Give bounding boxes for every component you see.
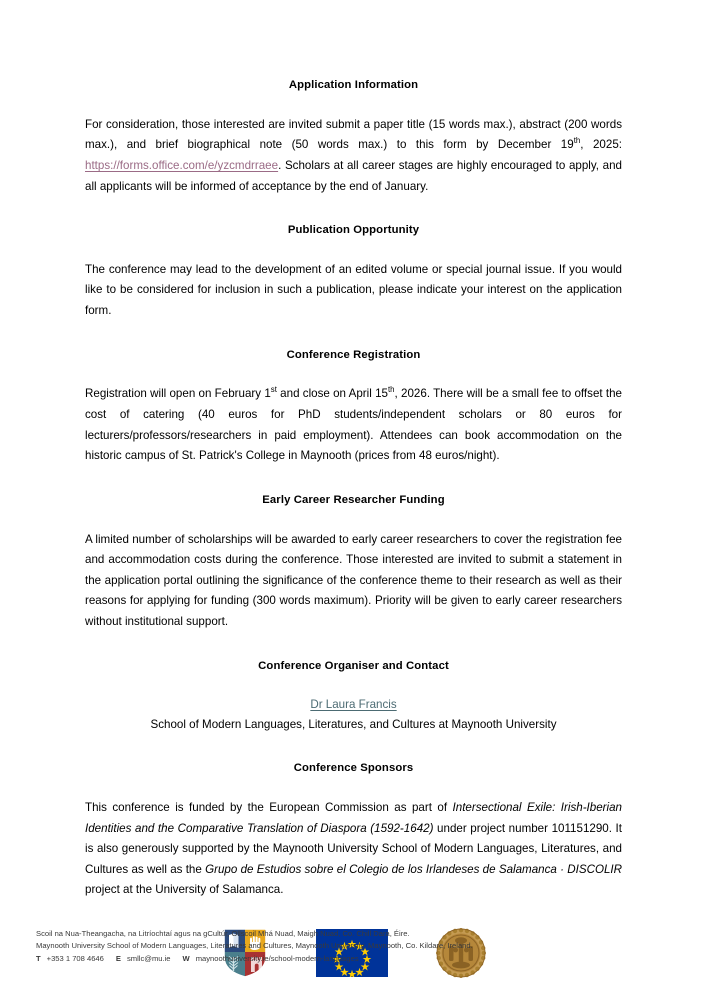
footer-address-english: Maynooth University School of Modern Languages, Literatures and Cultures, Maynooth University, Maynooth, Co. Kildare, Ireland. (36, 941, 473, 951)
spacer (85, 93, 622, 115)
registration-text-part3: , 2026. There will be a small fee to offset the cost of catering (40 euros for PhD students/independent scholars or 80 euros for lecturers/professors/researchers in paid employment). Attendees can book accommodation on the historic campus of St. Patrick's College in Maynooth (prices from 48 euros/night). (85, 387, 622, 463)
footer-email-label: E (115, 953, 121, 963)
footer-web-label: W (182, 953, 190, 963)
organiser-email-link[interactable]: Dr Laura Francis (310, 698, 397, 712)
footer-email-value[interactable]: smllc@mu.ie (126, 953, 171, 963)
registration-text-part2: and close on April 15 (276, 387, 388, 401)
page-footer (36, 928, 676, 965)
footer-phone-value: +353 1 708 4646 (46, 953, 104, 963)
application-form-link[interactable]: https://forms.office.com/e/yzcmdrraee (85, 158, 279, 172)
footer-contact-line (36, 953, 676, 965)
spacer (85, 322, 622, 348)
spacer (85, 238, 622, 260)
paragraph-conference-registration (85, 384, 622, 467)
ordinal-suffix-april: th (387, 385, 395, 395)
paragraph-conference-sponsors (85, 798, 622, 901)
registration-text-part1: Registration will open on February 1 (85, 387, 271, 401)
spacer (85, 467, 622, 493)
sponsors-text-part3: project at the University of Salamanca. (85, 883, 284, 897)
sponsors-text-part1: This conference is funded by the European Commission as part of (85, 800, 453, 814)
document-content (85, 78, 622, 979)
spacer (85, 362, 622, 384)
heading-conference-registration: Conference Registration (286, 348, 421, 361)
heading-early-career-researcher-funding: Early Career Researcher Funding (262, 493, 445, 506)
heading-conference-sponsors: Conference Sponsors (293, 762, 414, 775)
organiser-name-line (85, 695, 622, 715)
footer-web-value[interactable]: maynoothuniversity.ie/school-modern-languages (195, 953, 359, 963)
spacer (85, 633, 622, 659)
spacer (85, 776, 622, 798)
heading-application-information: Application Information (288, 79, 419, 91)
footer-address-irish: Scoil na Nua-Theangacha, na Litríochtaí agus na gCultúr, Ollscoil Mhá Nuad, Maigh Nuad, Co. Chill Dara, Éire. (36, 929, 410, 938)
application-info-text-pre-link: For consideration, those interested are invited submit a paper title (15 words max.), abstract (200 words max.), and brief biographical note (50 words max.) to this form by December 19 (85, 117, 622, 152)
paragraph-early-career-researcher-funding: A limited number of scholarships will be awarded to early career researchers to cover the registration fee and accommodation costs during the conference. Those interested are invited to submit a statement in the application portal outlining the significance of the conference theme to their research as well as their reasons for applying for funding (300 words maximum). Priority will be given to early career researchers without institutional support. (85, 532, 622, 629)
spacer (85, 735, 622, 761)
spacer (85, 508, 622, 530)
organiser-affiliation: School of Modern Languages, Literatures, and Cultures at Maynooth University (150, 718, 557, 732)
heading-publication-opportunity: Publication Opportunity (287, 224, 420, 237)
spacer (85, 197, 622, 223)
project-title-intersectional-exile: Intersectional Exile: Irish-Iberian Identities and the Comparative Translation of Diaspora (1592-1642) (85, 800, 622, 835)
application-info-text-mid: , 2025: (580, 138, 622, 152)
project-title-discolir: Grupo de Estudios sobre el Colegio de los Irlandeses de Salamanca · DISCOLIR (205, 862, 622, 876)
ordinal-suffix-february: st (270, 385, 277, 395)
ordinal-suffix-december: th (573, 136, 581, 146)
application-info-text-post-link: . Scholars at all career stages are highly encouraged to apply, and all applicants will be informed of acceptance by the end of January. (85, 158, 622, 193)
footer-phone-label: T (36, 953, 41, 963)
spacer (85, 673, 622, 695)
heading-conference-organiser-and-contact: Conference Organiser and Contact (258, 659, 449, 672)
paragraph-application-information (85, 115, 622, 198)
sponsors-text-part2: under project number 101151290. It is also generously supported by the Maynooth University School of Modern Languages, Literatures, and Cultures as well as the (85, 821, 623, 876)
paragraph-publication-opportunity: The conference may lead to the development of an edited volume or special journal issue. If you would like to be considered for inclusion in such a publication, please indicate your interest on the application form. (85, 262, 622, 318)
